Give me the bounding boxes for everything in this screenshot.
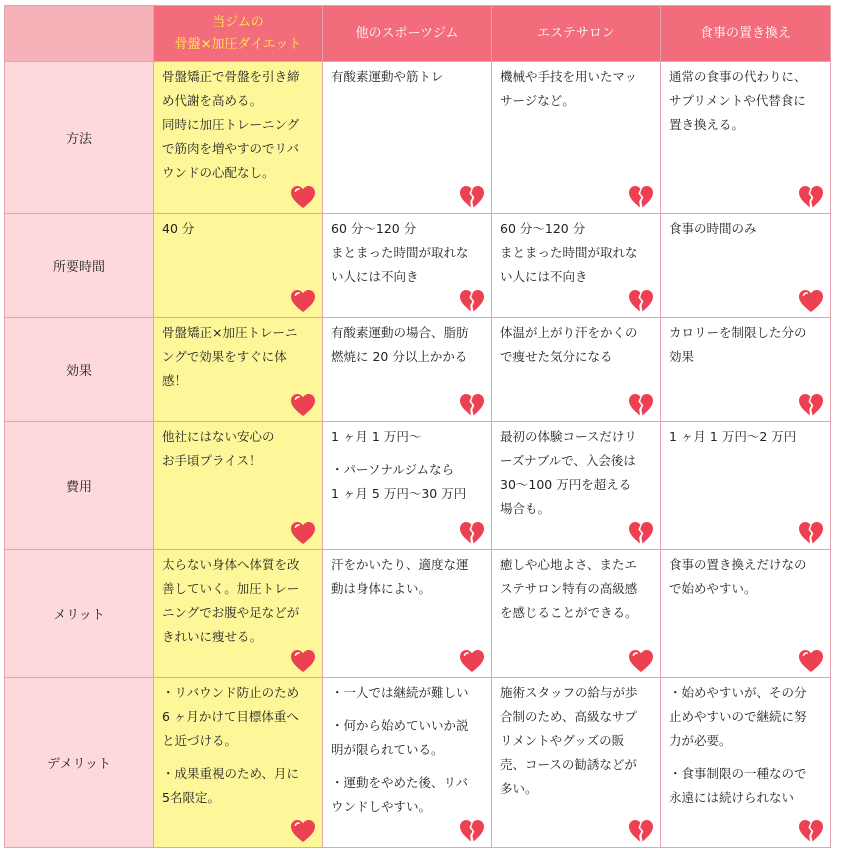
table-row: [5, 550, 831, 678]
cell-text: 有酸素運動の場合、脂肪燃焼に 20 分以上かかる: [331, 325, 469, 364]
cell-meal-replacement: [661, 214, 831, 318]
cell-text: 1 ヶ月 1 万円〜2 万円: [669, 429, 797, 444]
cell-text: ・食事制限の一種なので永遠には続けられない: [669, 766, 807, 805]
cell-own-gym: [154, 550, 323, 678]
heart-icon: [290, 289, 316, 313]
cell-own-gym: [154, 318, 323, 422]
row-label: 費用: [5, 422, 154, 550]
cell-text: 通常の食事の代わりに、サプリメントや代替食に置き換える。: [669, 69, 807, 132]
cell-esthetic-salon: [492, 550, 661, 678]
broken-heart-icon: [628, 185, 654, 209]
row-label: 所要時間: [5, 214, 154, 318]
broken-heart-icon: [459, 185, 485, 209]
cell-text: 機械や手技を用いたマッサージなど。: [500, 69, 638, 108]
cell-text: 体温が上がり汗をかくので痩せた気分になる: [500, 325, 638, 364]
heart-icon: [290, 521, 316, 545]
cell-text: 施術スタッフの給与が歩合制のため、高級なサプリメントやグッズの販売、コースの勧誘などが多い。: [500, 685, 638, 796]
row-label: 方法: [5, 62, 154, 214]
cell-text: 60 分〜120 分 まとまった時間が取れない人には不向き: [500, 221, 638, 284]
cell-other-gym: [323, 214, 492, 318]
broken-heart-icon: [798, 521, 824, 545]
cell-meal-replacement: [661, 550, 831, 678]
cell-text: 40 分: [162, 221, 195, 236]
cell-meal-replacement: [661, 422, 831, 550]
broken-heart-icon: [459, 289, 485, 313]
cell-esthetic-salon: [492, 318, 661, 422]
cell-own-gym: [154, 678, 323, 848]
broken-heart-icon: [798, 393, 824, 417]
cell-text: 他社にはない安心の お手頃プライス！: [162, 429, 275, 468]
broken-heart-icon: [459, 521, 485, 545]
cell-text: 太らない身体へ体質を改善していく。加圧トレーニングでお腹や足などがきれいに痩せる。: [162, 557, 300, 644]
row-label: メリット: [5, 550, 154, 678]
cell-other-gym: [323, 62, 492, 214]
cell-text: 最初の体験コースだけリーズナブルで、入会後は30〜100 万円を超える場合も。: [500, 429, 637, 516]
cell-esthetic-salon: [492, 214, 661, 318]
cell-esthetic-salon: [492, 678, 661, 848]
cell-text: ・成果重視のため、月に 5名限定。: [162, 766, 303, 805]
cell-text: 食事の時間のみ: [669, 221, 757, 236]
table-row: [5, 62, 831, 214]
cell-esthetic-salon: [492, 62, 661, 214]
row-label: 効果: [5, 318, 154, 422]
broken-heart-icon: [459, 393, 485, 417]
broken-heart-icon: [459, 819, 485, 843]
cell-text: 骨盤矯正で骨盤を引き締め代謝を高める。 同時に加圧トレーニングで筋肉を増やすのでリバウンドの心配なし。: [162, 69, 300, 180]
cell-esthetic-salon: [492, 422, 661, 550]
cell-text: ・運動をやめた後、リバウンドしやすい。: [331, 775, 469, 814]
broken-heart-icon: [628, 521, 654, 545]
cell-meal-replacement: [661, 678, 831, 848]
cell-own-gym: [154, 422, 323, 550]
broken-heart-icon: [798, 185, 824, 209]
cell-own-gym: [154, 62, 323, 214]
corner-cell: [5, 6, 154, 62]
cell-other-gym: [323, 550, 492, 678]
cell-text: ・一人では継続が難しい: [331, 685, 469, 700]
cell-meal-replacement: [661, 62, 831, 214]
cell-text: ・何から始めていいか説明が限られている。: [331, 718, 469, 757]
cell-text: 骨盤矯正×加圧トレーニングで効果をすぐに体感！: [162, 325, 298, 388]
broken-heart-icon: [628, 819, 654, 843]
cell-text: ・リバウンド防止のため 6 ヶ月かけて目標体重へと近づける。: [162, 685, 300, 748]
table-row: [5, 318, 831, 422]
heart-icon: [290, 393, 316, 417]
cell-other-gym: [323, 318, 492, 422]
heart-icon: [798, 649, 824, 673]
cell-text: 60 分〜120 分 まとまった時間が取れない人には不向き: [331, 221, 469, 284]
cell-text: 癒しや心地よさ、またエステサロン特有の高級感を感じることができる。: [500, 557, 638, 620]
heart-icon: [290, 185, 316, 209]
column-header-other-gym: 他のスポーツジム: [323, 6, 492, 62]
heart-icon: [459, 649, 485, 673]
cell-text: 有酸素運動や筋トレ: [331, 69, 444, 84]
cell-own-gym: [154, 214, 323, 318]
broken-heart-icon: [628, 289, 654, 313]
heart-icon: [290, 819, 316, 843]
column-header-own-gym: 当ジムの 骨盤×加圧ダイエット: [154, 6, 323, 62]
row-label: デメリット: [5, 678, 154, 848]
broken-heart-icon: [628, 393, 654, 417]
cell-text: 食事の置き換えだけなので始めやすい。: [669, 557, 807, 596]
heart-icon: [628, 649, 654, 673]
comparison-table: [4, 5, 831, 848]
cell-other-gym: [323, 422, 492, 550]
heart-icon: [290, 649, 316, 673]
cell-text: ・パーソナルジムなら 1 ヶ月 5 万円〜30 万円: [331, 462, 467, 501]
table-row: [5, 214, 831, 318]
cell-text: 汗をかいたり、適度な運動は身体によい。: [331, 557, 469, 596]
cell-text: カロリーを制限した分の効果: [669, 325, 807, 364]
column-header-esthetic-salon: エステサロン: [492, 6, 661, 62]
cell-text: ・始めやすいが、その分止めやすいので継続に努力が必要。: [669, 685, 807, 748]
heart-icon: [798, 289, 824, 313]
table-header-row: [5, 6, 831, 62]
table-row: [5, 422, 831, 550]
cell-meal-replacement: [661, 318, 831, 422]
column-header-meal-replacement: 食事の置き換え: [661, 6, 831, 62]
cell-other-gym: [323, 678, 492, 848]
table-row: [5, 678, 831, 848]
cell-text: 1 ヶ月 1 万円〜: [331, 429, 422, 444]
broken-heart-icon: [798, 819, 824, 843]
